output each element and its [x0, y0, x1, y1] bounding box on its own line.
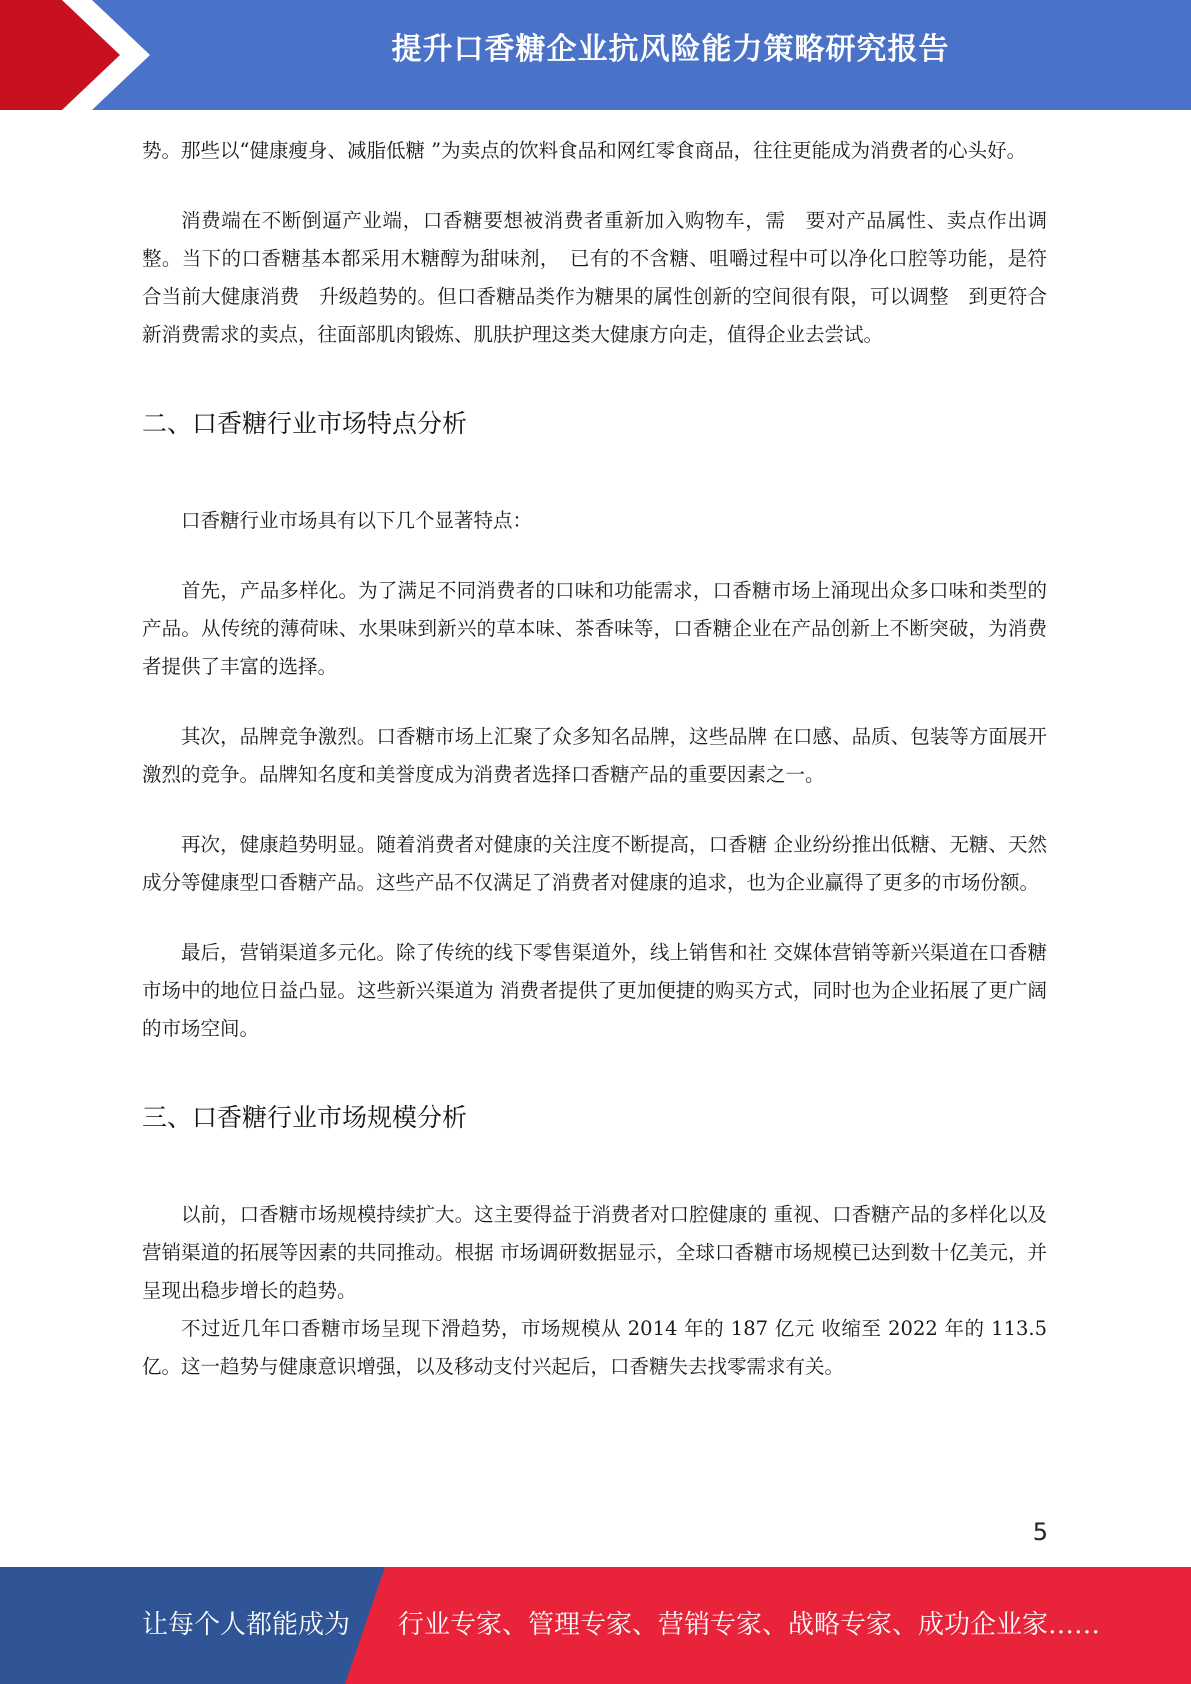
paragraph-features-intro: 口香糖行业市场具有以下几个显著特点：: [181, 509, 533, 532]
document-body: [142, 132, 1047, 1386]
paragraph-feature-competition: 其次，品牌竞争激烈。口香糖市场上汇聚了众多知名品牌，这些品牌 在口感、品质、包装等方面展开激烈的竞争。品牌知名度和美誉度成为消费者选择口香糖产品的重要因素之一。: [142, 725, 1047, 786]
footer-slogan-left: 让每个人都能成为: [142, 1610, 351, 1640]
paragraph-market-decline: 不过近几年口香糖市场呈现下滑趋势，市场规模从 2014 年的 187 亿元 收缩至 2022 年的 113.5 亿。这一趋势与健康意识增强，以及移动支付兴起后，口香糖失去找零需求有关。: [142, 1317, 1047, 1378]
page-number: 5: [1032, 1518, 1048, 1546]
paragraph-continuation: 势。那些以“健康瘦身、减脂低糖 ”为卖点的饮料食品和网红零食商品，往往更能成为消费者的心头好。: [142, 139, 1027, 162]
header-arrow-decoration: [0, 0, 160, 110]
report-title: 提升口香糖企业抗风险能力策略研究报告: [391, 32, 950, 67]
paragraph-feature-diversity: 首先，产品多样化。为了满足不同消费者的口味和功能需求，口香糖市场上涌现出众多口味和类型的产品。从传统的薄荷味、水果味到新兴的草本味、茶香味等，口香糖企业在产品创新上不断突破，为消费者提供了丰富的选择。: [142, 579, 1047, 678]
paragraph-feature-channels: 最后，营销渠道多元化。除了传统的线下零售渠道外，线上销售和社 交媒体营销等新兴渠道在口香糖市场中的地位日益凸显。这些新兴渠道为 消费者提供了更加便捷的购买方式，同时也为企业拓展了更广阔的市场空间。: [142, 941, 1047, 1040]
footer-slogan-right: 行业专家、管理专家、营销专家、战略专家、成功企业家……: [398, 1610, 1101, 1640]
page-footer: [0, 1567, 1191, 1684]
section-heading-market-features: 二、口香糖行业市场特点分析: [142, 409, 468, 438]
paragraph-market-growth: 以前，口香糖市场规模持续扩大。这主要得益于消费者对口腔健康的 重视、口香糖产品的多样化以及营销渠道的拓展等因素的共同推动。根据 市场调研数据显示，全球口香糖市场规模已达到数十亿美元，并呈现出稳步增长的趋势。: [142, 1203, 1047, 1302]
paragraph-feature-health: 再次，健康趋势明显。随着消费者对健康的关注度不断提高，口香糖 企业纷纷推出低糖、无糖、天然成分等健康型口香糖产品。这些产品不仅满足了消费者对健康的追求，也为企业赢得了更多的市场份额。: [142, 833, 1047, 894]
page-header: [0, 0, 1191, 110]
section-heading-market-size: 三、口香糖行业市场规模分析: [142, 1103, 468, 1132]
paragraph-consumer-demand: 消费端在不断倒逼产业端，口香糖要想被消费者重新加入购物车，需 要对产品属性、卖点作出调整。当下的口香糖基本都采用木糖醇为甜味剂， 已有的不含糖、咀嚼过程中可以净化口腔等功能，是符合当前大健康消费 升级趋势的。但口香糖品类作为糖果的属性创新的空间很有限，可以调整 到更符合新消费需求的卖点，往面部肌肉锻炼、肌肤护理这类大健康方向走，值得企业去尝试。: [142, 209, 1047, 346]
